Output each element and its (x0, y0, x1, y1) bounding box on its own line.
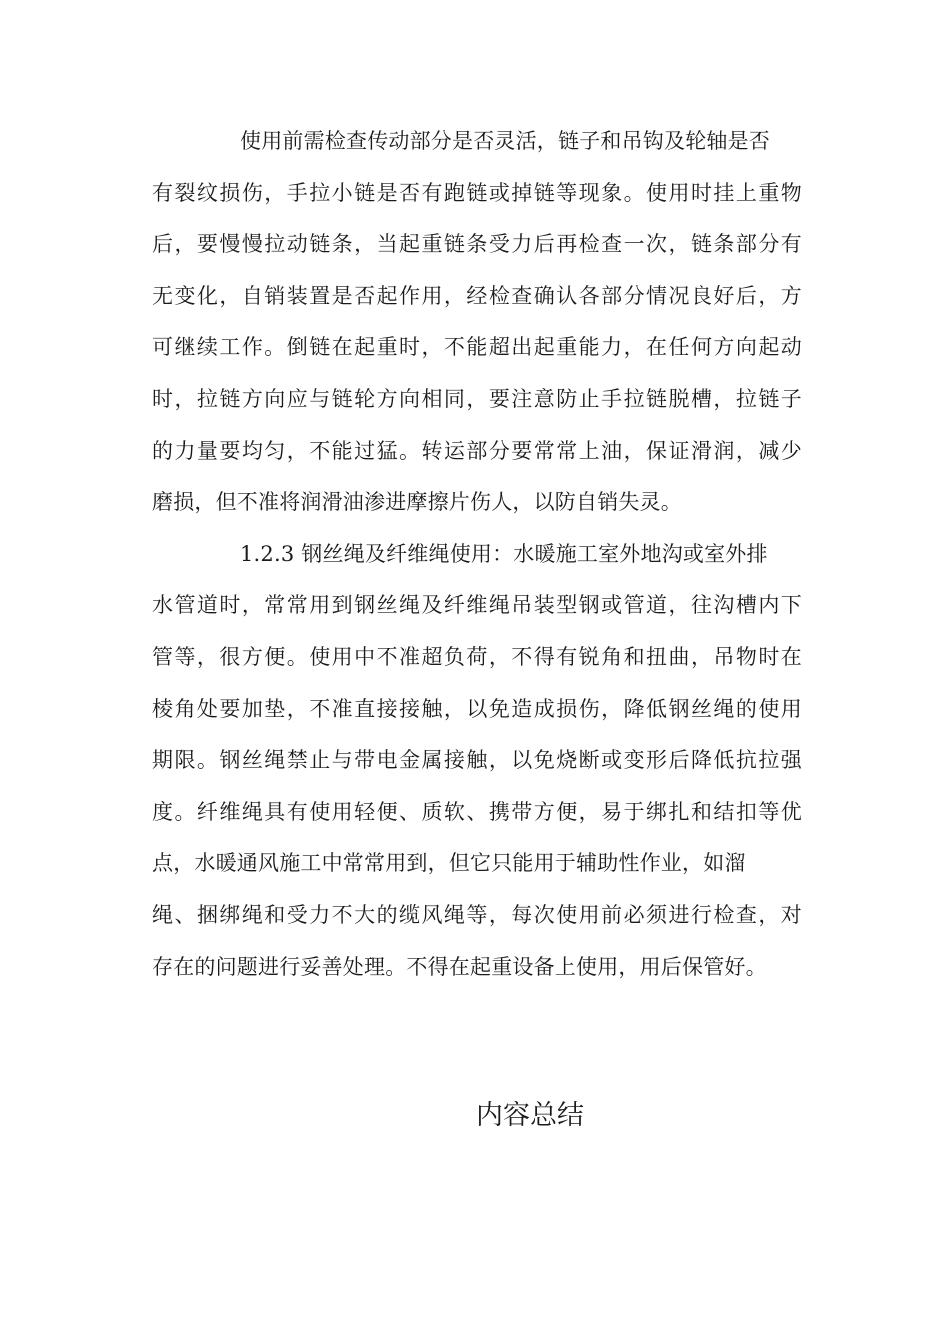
paragraph-line: 磨损，但不准将润滑油渗进摩擦片伤人，以防自销失灵。 (152, 490, 682, 515)
paragraph-line: 的力量要均匀，不能过猛。转运部分要常常上油，保证滑润，减少 (152, 438, 802, 463)
paragraph-line: 期限。钢丝绳禁止与带电金属接触，以免烧断或变形后降低抗拉强 (152, 748, 802, 773)
paragraph-line: 管等，很方便。使用中不准超负荷，不得有锐角和扭曲，吊物时在 (152, 644, 802, 669)
paragraph-line: 时，拉链方向应与链轮方向相同，要注意防止手拉链脱槽，拉链子 (152, 386, 802, 411)
paragraph-chain-hoist (152, 116, 802, 529)
paragraph-line: 有裂纹损伤，手拉小链是否有跑链或掉链等现象。使用时挂上重物 (152, 180, 802, 205)
paragraph-line: 度。纤维绳具有使用轻便、质软、携带方便，易于绑扎和结扣等优 (152, 799, 802, 824)
paragraph-wire-rope (152, 529, 802, 993)
paragraph-line: 点，水暖通风施工中常常用到，但它只能用于辅助性作业，如溜 (152, 851, 746, 876)
paragraph-line: 后，要慢慢拉动链条，当起重链条受力后再检查一次，链条部分有 (152, 232, 802, 257)
paragraph-line: 绳、捆绑绳和受力不大的缆风绳等，每次使用前必须进行检查，对 (152, 902, 802, 927)
paragraph-line: 可继续工作。倒链在起重时，不能超出起重能力，在任何方向起动 (152, 335, 802, 360)
paragraph-line: 棱角处要加垫，不准直接接触，以免造成损伤，降低钢丝绳的使用 (152, 696, 802, 721)
summary-heading: 内容总结 (476, 1100, 584, 1131)
body-text (152, 116, 802, 993)
paragraph-line: 无变化，自销装置是否起作用，经检查确认各部分情况良好后，方 (152, 283, 802, 308)
paragraph-line: 1.2.3 钢丝绳及纤维绳使用：水暖施工室外地沟或室外排 (240, 541, 768, 566)
paragraph-line: 水管道时，常常用到钢丝绳及纤维绳吊装型钢或管道，往沟槽内下 (152, 593, 802, 618)
paragraph-line: 存在的问题进行妥善处理。不得在起重设备上使用，用后保管好。 (152, 954, 767, 979)
paragraph-line: 使用前需检查传动部分是否灵活，链子和吊钩及轮轴是否 (240, 129, 770, 153)
